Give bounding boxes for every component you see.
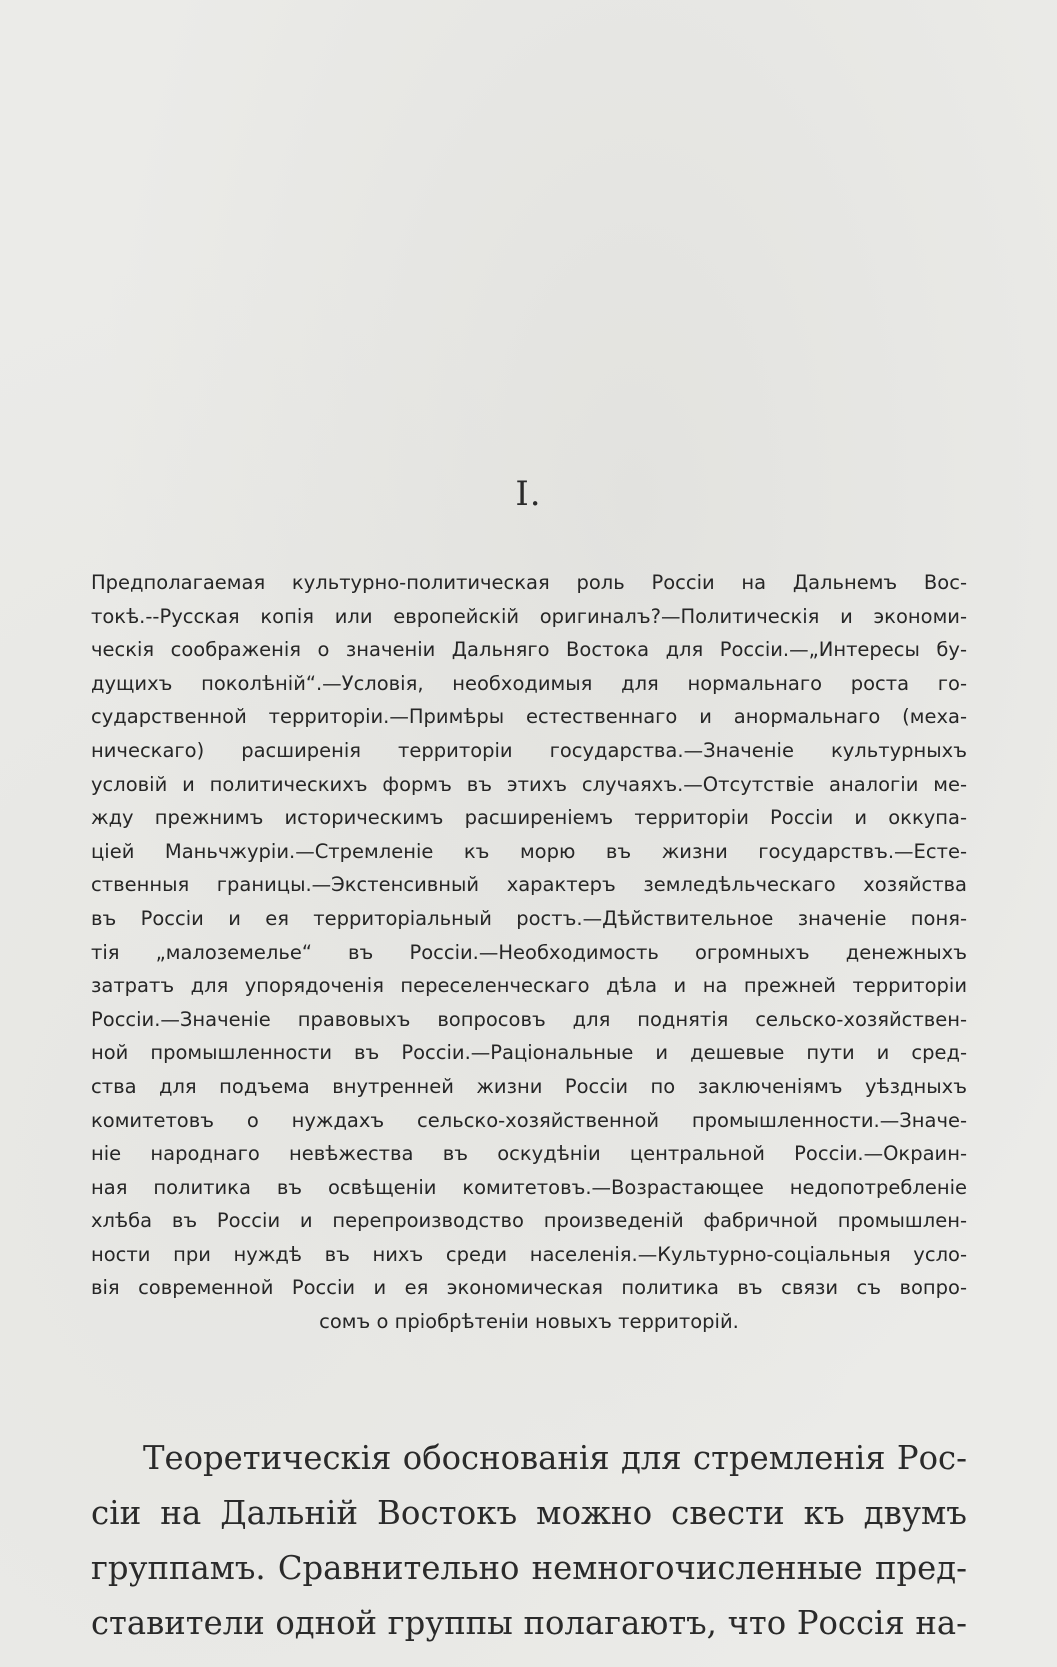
- body-line: Теоретическiя обоснованiя для стремленiя Рос-: [143, 1439, 967, 1477]
- summary-line: вiя современной Россiи и ея экономическая политика въ связи съ вопро-: [91, 1276, 967, 1300]
- summary-line: ческiя соображенiя о значенiи Дальняго Востока для Россiи.—„Интересы бу-: [91, 638, 967, 662]
- body-paragraph: [91, 1431, 967, 1651]
- summary-line: нiе народнаго невѣжества въ оскудѣнiи центральной Россiи.—Окраин-: [91, 1142, 967, 1166]
- summary-line: Россiи.—Значенiе правовыхъ вопросовъ для поднятiя сельско-хозяйствен-: [91, 1007, 967, 1031]
- summary-line: жду прежнимъ историческимъ расширенiемъ территорiи Россiи и оккупа-: [91, 806, 967, 830]
- summary-line: ническаго) расширенiя территорiи государства.—Значенiе культурныхъ: [91, 738, 967, 762]
- summary-line: сударственной территорiи.—Примѣры естественнаго и анормальнаго (меха-: [91, 705, 967, 729]
- chapter-summary: [91, 566, 967, 1339]
- summary-line-last: сомъ о прiобрѣтенiи новыхъ территорiй.: [319, 1310, 739, 1334]
- chapter-numeral: I.: [515, 474, 542, 514]
- summary-line: хлѣба въ Россiи и перепроизводство произведенiй фабричной промышлен-: [91, 1209, 967, 1233]
- body-line: ставители одной группы полагаютъ, что Россiя на-: [91, 1604, 967, 1642]
- summary-line: ственныя границы.—Экстенсивный характеръ земледѣльческаго хозяйства: [91, 873, 967, 897]
- summary-line: ной промышленности въ Россiи.—Рацiональные и дешевые пути и сред-: [91, 1041, 967, 1065]
- summary-line: ства для подъема внутренней жизни Россiи по заключенiямъ уѣздныхъ: [91, 1074, 967, 1098]
- summary-line: условiй и политическихъ формъ въ этихъ случаяхъ.—Отсутствiе аналогiи ме-: [91, 772, 967, 796]
- summary-line: ности при нуждѣ въ нихъ среди населенiя.—Культурно-соцiальныя усло-: [91, 1242, 967, 1266]
- summary-line: тiя „малоземелье“ въ Россiи.—Необходимость огромныхъ денежныхъ: [91, 940, 967, 964]
- summary-line: дущихъ поколѣнiй“.—Условiя, необходимыя для нормальнаго роста го-: [91, 671, 967, 695]
- summary-line: цiей Маньчжурiи.—Стремленiе къ морю въ жизни государствъ.—Есте-: [91, 839, 967, 863]
- summary-line: въ Россiи и ея территорiальный ростъ.—Дѣйствительное значенiе поня-: [91, 906, 967, 930]
- summary-line: токѣ.--Русская копiя или европейскiй оригиналъ?—Политическiя и экономи-: [91, 604, 967, 628]
- body-line: группамъ. Сравнительно немногочисленные пред-: [91, 1549, 967, 1587]
- summary-line: затратъ для упорядоченiя переселенческаго дѣла и на прежней территорiи: [91, 974, 967, 998]
- summary-line: Предполагаемая культурно-политическая роль Россiи на Дальнемъ Вос-: [91, 571, 967, 594]
- summary-line: ная политика въ освѣщенiи комитетовъ.—Возрастающее недопотребленiе: [91, 1175, 967, 1199]
- summary-line: комитетовъ о нуждахъ сельско-хозяйственной промышленности.—Значе-: [91, 1108, 967, 1132]
- body-line: сiи на Дальнiй Востокъ можно свести къ двумъ: [91, 1494, 967, 1532]
